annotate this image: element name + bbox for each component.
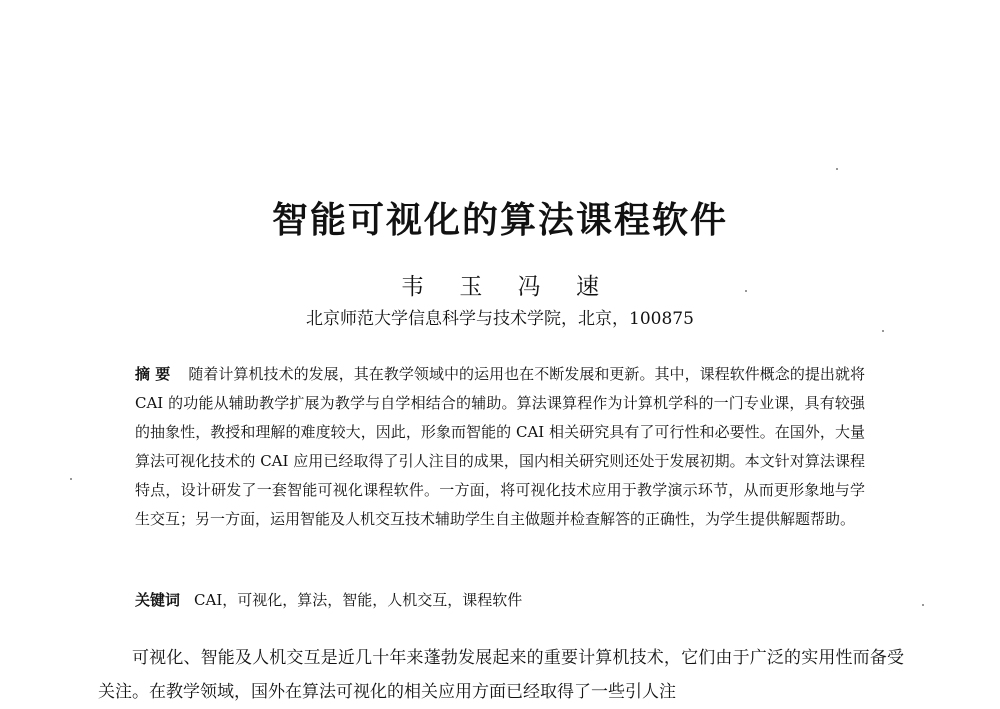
author-name-char: 韦 (401, 274, 425, 300)
paper-title: 智能可视化的算法课程软件 (271, 200, 728, 241)
abstract-text: 随着计算机技术的发展，其在教学领域中的运用也在不断发展和更新。其中，课程软件概念的提出就将 CAI 的功能从辅助教学扩展为教学与自学相结合的辅助。算法课算程作为计算机学科的一门专业课，具有较强的抽象性，教授和理解的难度较大，因此，形象而智能的 CAI 相关研究具有了可行性和必要性。在国外，大量算法可视化技术的 CAI 应用已经取得了引人注目的成果，国内相关研究则还处于发展初期。本文针对算法课程特点，设计研发了一套智能可视化课程软件。一方面，将可视化技术应用于教学演示环节，从而更形象地与学生交互；另一方面，运用智能及人机交互技术辅助学生自主做题并检查解答的正确性，为学生提供解题帮助。 (135, 365, 865, 528)
author-name-char: 速 (575, 274, 599, 300)
abstract-label: 摘 要 (135, 365, 171, 383)
keywords-label: 关键词 (135, 591, 181, 609)
affiliation: 北京师范大学信息科学与技术学院，北京，100875 (306, 309, 694, 329)
scan-speck (922, 604, 924, 606)
author-name-char: 冯 (517, 274, 541, 300)
scan-speck (882, 330, 884, 332)
author-list (0, 268, 1000, 301)
scan-speck (836, 168, 838, 170)
abstract (135, 360, 865, 534)
keywords-text: CAI，可视化，算法，智能，人机交互，课程软件 (194, 591, 523, 609)
keywords (135, 589, 865, 610)
scan-speck (745, 290, 747, 292)
body-paragraph: 可视化、智能及人机交互是近几十年来蓬勃发展起来的重要计算机技术，它们由于广泛的实用性而备受关注。在教学领域，国外在算法可视化的相关应用方面已经取得了一些引人注 (98, 648, 904, 702)
author-name-char: 玉 (459, 274, 483, 300)
scan-speck (70, 478, 72, 480)
